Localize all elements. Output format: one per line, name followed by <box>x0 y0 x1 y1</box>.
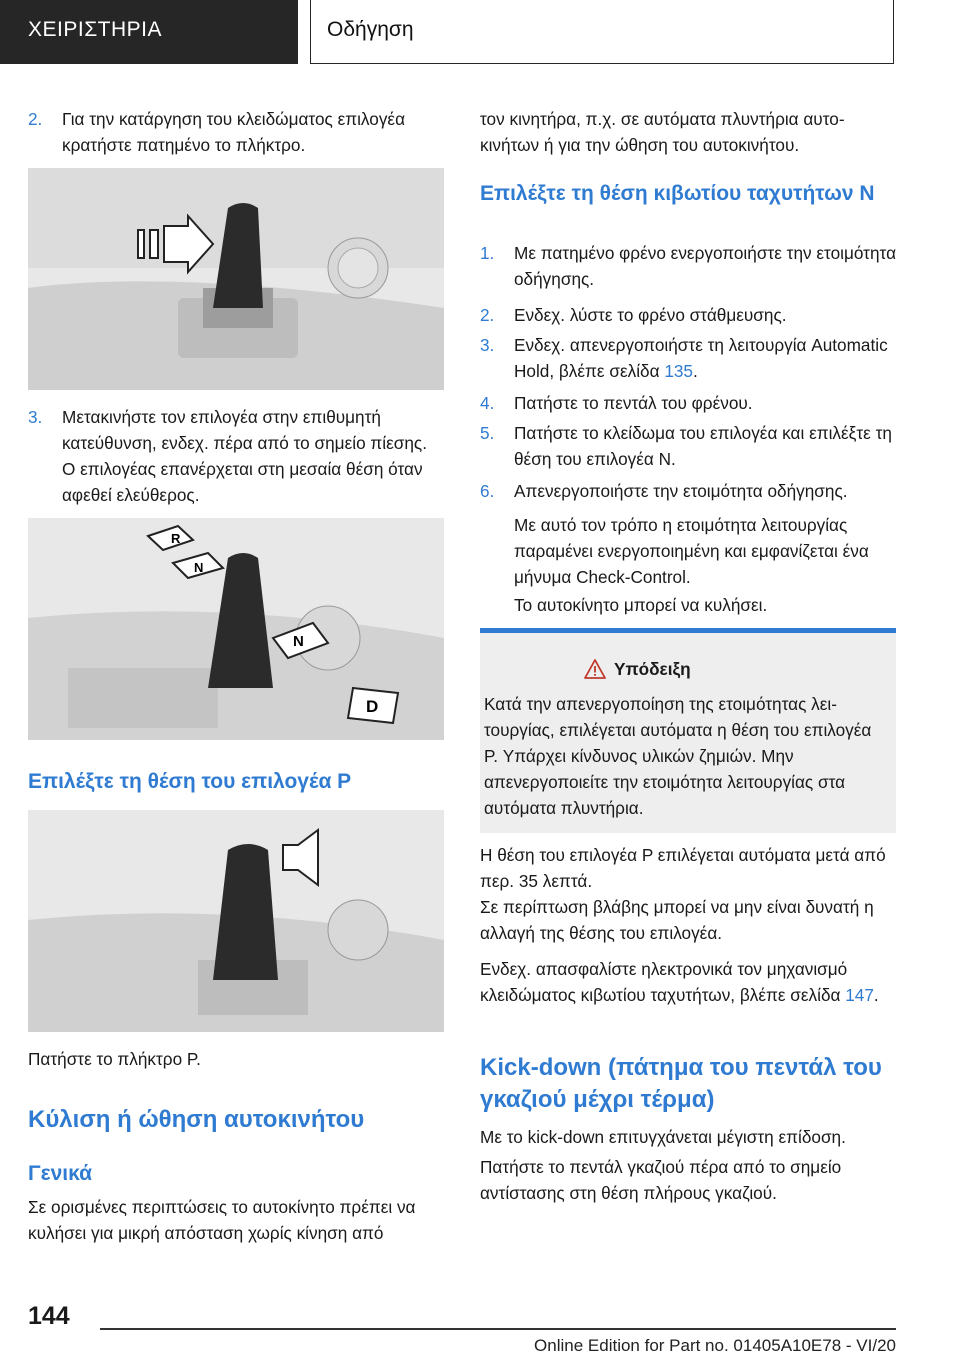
header-section-label: ΧΕΙΡΙΣΤΗΡΙΑ <box>28 18 163 41</box>
step-text: Για την κατάργηση του κλειδώματος επιλογέα κρατήστε πατημένο το πλήκτρο. <box>62 109 406 155</box>
text-auto-p: Η θέση του επιλογέα P επιλέγεται αυτόματα μετά από περ. 35 λεπτά. <box>480 845 886 891</box>
left-step-2 <box>28 106 444 158</box>
step-text: Με πατημένο φρένο ενεργοποιήστε την ετοιμότητα οδήγησης. <box>514 243 897 289</box>
step-text: Ενδεχ. λύστε το φρένο στάθμευσης. <box>514 305 787 325</box>
step-number: 4. <box>480 393 495 413</box>
heading-general: Γενικά <box>28 1162 93 1185</box>
left-step-3 <box>28 404 444 508</box>
label-n-2: N <box>293 633 304 650</box>
right-step-1 <box>480 240 896 292</box>
warning-icon <box>584 659 606 679</box>
page-number: 144 <box>28 1302 70 1330</box>
note-title: Υπόδειξη <box>614 659 691 679</box>
footer-edition: Online Edition for Part no. 01405A10E78 - VI/20 <box>534 1336 896 1355</box>
text-press-p: Πατήστε το πλήκτρο P. <box>28 1049 201 1069</box>
right-step-6 <box>480 478 896 504</box>
text-kickdown-1: Με το kick-down επιτυγχάνεται μέγιστη επίδοση. <box>480 1127 846 1147</box>
illustration-selector-positions <box>28 518 444 740</box>
text-unlock <box>480 956 896 1008</box>
step-number: 6. <box>480 481 495 501</box>
text-after-step-6: Με αυτό τον τρόπο η ετοιμότητα λειτουργίας παραμένει ενεργοποιημένη και εμφανίζεται ένα μήνυμα Check-Control. <box>514 515 869 587</box>
header-section <box>0 0 298 64</box>
step-number: 3. <box>28 407 43 427</box>
heading-select-n: Επιλέξτε τη θέση κιβωτίου ταχυτήτων N <box>480 182 875 205</box>
heading-kickdown: Kick-down (πάτημα του πεντάλ του γκαζιού μέχρι τέρμα) <box>480 1054 882 1113</box>
label-d: D <box>366 697 379 716</box>
step-text: Πατήστε το κλείδωμα του επιλογέα και επιλέξτε τη θέση του επιλογέα N. <box>514 423 892 469</box>
note-box <box>480 628 896 833</box>
page-link-135[interactable]: 135 <box>664 361 693 381</box>
header-tab <box>310 0 894 64</box>
step-text-after: . <box>693 361 698 381</box>
step-text: Μετακινήστε τον επιλογέα στην επιθυμητή κατεύθυνση, ενδεχ. πέρα από το σημείο πίεσης. Ο επιλογέας επανέρχεται στη μεσαία θέση όταν αφεθεί ελεύθερος. <box>62 407 427 505</box>
step-number: 3. <box>480 335 495 355</box>
right-step-4 <box>480 390 896 416</box>
text-general: Σε ορισμένες περιπτώσεις το αυτοκίνητο πρέπει να κυλήσει για μικρή απόσταση χωρίς κίνηση από <box>28 1197 416 1243</box>
text-fault: Σε περίπτωση βλάβης μπορεί να μην είναι δυνατή η αλλαγή της θέσης του επιλογέα. <box>480 897 874 943</box>
step-number: 2. <box>480 305 495 325</box>
step-text-main: Ενδεχ. απενεργοποιήστε τη λειτουργία Automatic Hold, βλέπε σελίδα <box>514 335 888 381</box>
step-text: Πατήστε το πεντάλ του φρένου. <box>514 393 753 413</box>
text-can-roll: Το αυτοκίνητο μπορεί να κυλήσει. <box>514 595 768 615</box>
label-r: R <box>171 531 181 546</box>
right-step-5 <box>480 420 896 472</box>
step-number: 1. <box>480 243 495 263</box>
heading-rolling: Κύλιση ή ώθηση αυτοκινήτου <box>28 1106 365 1133</box>
label-n: N <box>194 560 204 575</box>
illustration-p-button <box>28 810 444 1032</box>
step-number: 5. <box>480 423 495 443</box>
heading-select-p: Επιλέξτε τη θέση του επιλογέα P <box>28 770 352 793</box>
header-tab-label: Οδήγηση <box>327 18 414 41</box>
text-continued: τον κινητήρα, π.χ. σε αυτόματα πλυντήρια αυτοκινήτων ή για την ώθηση του αυτοκινήτου. <box>480 109 845 155</box>
note-text: Κατά την απενεργοποίηση της ετοιμότητας λειτουργίας, επιλέγεται αυτόματα η θέση του επιλογέα P. Υπάρχει κίνδυνος υλικών ζημιών. Μην απενεργοποιείτε την ετοιμότητα λειτουργίας στα αυτόματα πλυντήρια. <box>484 694 872 818</box>
step-text: Απενεργοποιήστε την ετοιμότητα οδήγησης. <box>514 481 848 501</box>
illustration-selector-unlock <box>28 168 444 390</box>
step-text <box>514 332 896 384</box>
page-link-147[interactable]: 147 <box>845 985 874 1005</box>
right-step-3 <box>480 332 896 384</box>
footer-divider <box>100 1328 896 1330</box>
right-step-2 <box>480 302 896 328</box>
step-number: 2. <box>28 109 43 129</box>
text-unlock-main: Ενδεχ. απασφαλίστε ηλεκτρονικά τον μηχανισμό κλειδώματος κιβωτίου ταχυτήτων, βλέπε σελίδα <box>480 959 848 1005</box>
text-kickdown-2: Πατήστε το πεντάλ γκαζιού πέρα από το σημείο αντίστασης στη θέση πλήρους γκαζιού. <box>480 1157 842 1203</box>
text-unlock-after: . <box>873 985 879 1005</box>
